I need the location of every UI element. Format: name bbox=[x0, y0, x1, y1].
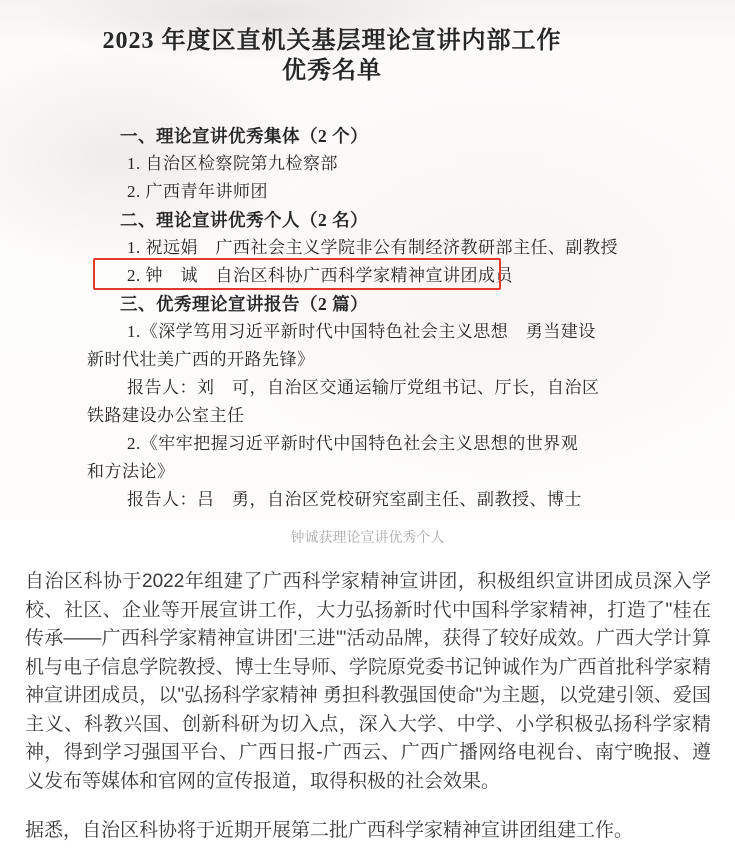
doc-list-item-continuation: 新时代壮美广西的开路先锋》 bbox=[87, 350, 315, 369]
doc-title bbox=[93, 26, 571, 86]
doc-section-heading: 三、优秀理论宣讲报告（2 篇） bbox=[120, 294, 369, 314]
doc-list-item-continuation: 铁路建设办公室主任 bbox=[87, 406, 245, 425]
doc-title-line1: 2023 年度区直机关基层理论宣讲内部工作 bbox=[102, 28, 562, 54]
doc-list-item: 报告人：刘 可，自治区交通运输厅党组书记、厅长，自治区 bbox=[127, 378, 600, 397]
article-paragraph: 据悉，自治区科协将于近期开展第二批广西科学家精神宣讲团组建工作。 bbox=[25, 820, 634, 841]
doc-body bbox=[87, 122, 635, 514]
doc-title-line2: 优秀名单 bbox=[282, 58, 382, 84]
doc-list-item-highlighted bbox=[127, 262, 635, 290]
doc-section-heading: 二、理论宣讲优秀个人（2 名） bbox=[120, 210, 369, 230]
doc-list-item: 2.《牢牢把握习近平新时代中国特色社会主义思想的世界观 bbox=[127, 434, 579, 453]
doc-list-item: 报告人：吕 勇，自治区党校研究室副主任、副教授、博士 bbox=[127, 490, 582, 509]
article-paragraph: 自治区科协于2022年组建了广西科学家精神宣讲团，积极组织宣讲团成员深入学校、社区、企业等开展宣讲工作，大力弘扬新时代中国科学家精神，打造了"桂在传承——广西科学家精神宣讲团'三进'"活动品牌，获得了较好成效。广西大学计算机与电子信息学院教授、博士生导师、学院原党委书记钟诚作为广西首批科学家精神宣讲团成员，以"弘扬科学家精神 勇担科教强国使命"为主题，以党建引领、爱国主义、科教兴国、创新科研为切入点，深入大学、中学、小学积极弘扬科学家精神，得到学习强国平台、广西日报-广西云、广西广播网络电视台、南宁晚报、遵义发布等媒体和官网的宣传报道，取得积极的社会效果。 bbox=[25, 571, 711, 792]
doc-list-item: 1. 祝远娟 广西社会主义学院非公有制经济教研部主任、副教授 bbox=[127, 238, 618, 257]
doc-section-heading: 一、理论宣讲优秀集体（2 个） bbox=[120, 126, 369, 146]
doc-list-item-continuation: 和方法论》 bbox=[87, 462, 175, 481]
highlighted-entry-text: 2. 钟 诚 自治区科协广西科学家精神宣讲团成员 bbox=[127, 266, 513, 285]
article-body bbox=[0, 545, 735, 846]
doc-list-item: 2. 广西青年讲师团 bbox=[127, 182, 268, 201]
doc-list-item: 1.《深学笃用习近平新时代中国特色社会主义思想 勇当建设 bbox=[127, 322, 596, 341]
doc-list-item: 1. 自治区检察院第九检察部 bbox=[127, 154, 338, 173]
photo-caption: 钟诚获理论宣讲优秀个人 bbox=[290, 529, 445, 545]
